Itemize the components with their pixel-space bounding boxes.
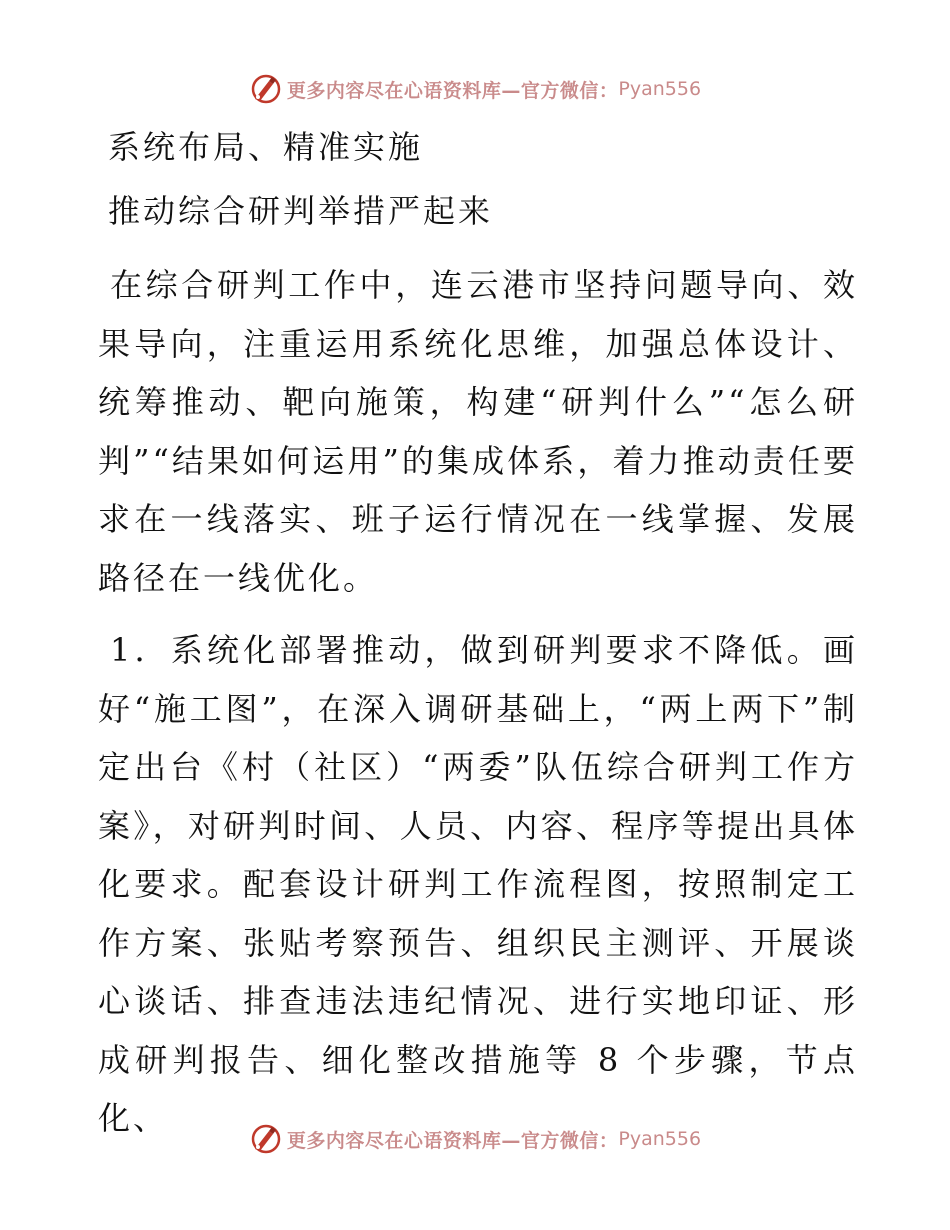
watermark-text: 更多内容尽在心语资料库—官方微信： xyxy=(286,79,619,102)
watermark-wechat-id: Pyan556 xyxy=(618,1128,702,1150)
pen-in-circle-logo-icon xyxy=(249,72,283,106)
section-heading: 系统布局、精准实施 xyxy=(108,128,424,166)
watermark-wechat-id: Pyan556 xyxy=(618,78,702,100)
watermark-header xyxy=(0,72,950,106)
body-paragraph-intro: 在综合研判工作中，连云港市坚持问题导向、效果导向，注重运用系统化思维，加强总体设计、统筹推动、靶向施策，构建“研判什么”“怎么研判”“结果如何运用”的集成体系，着力推动责任要求在一线落实、班子运行情况在一线掌握、发展路径在一线优化。 xyxy=(98,266,858,597)
body-paragraph-point-1: 1．系统化部署推动，做到研判要求不降低。画好“施工图”，在深入调研基础上，“两上两下”制定出台《村（社区）“两委”队伍综合研判工作方案》，对研判时间、人员、内容、程序等提出具体化要求。配套设计研判工作流程图，按照制定工作方案、张贴考察预告、组织民主测评、开展谈心谈话、排查违法违纪情况、进行实地印证、形成研判报告、细化整改措施等 8 个步骤，节点化、 xyxy=(98,631,858,1137)
section-subheading: 推动综合研判举措严起来 xyxy=(108,192,494,230)
document-body xyxy=(98,124,858,1148)
pen-in-circle-logo-icon xyxy=(249,1122,283,1156)
watermark-text: 更多内容尽在心语资料库—官方微信： xyxy=(286,1129,619,1152)
watermark-footer xyxy=(0,1122,950,1156)
